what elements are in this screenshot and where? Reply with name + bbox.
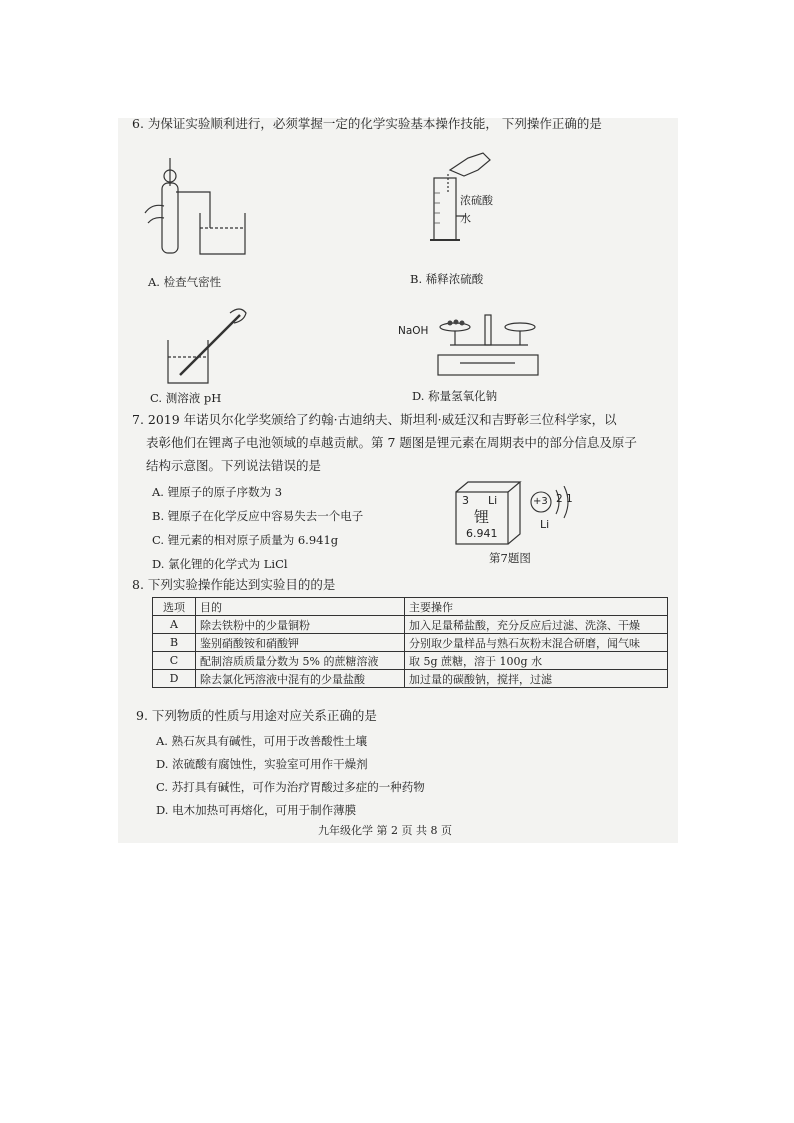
q6-option-c: C. 测溶液 pH: [150, 391, 222, 405]
row-purpose: 除去铁粉中的少量铜粉: [196, 616, 405, 634]
q7-stem-line-3: 结构示意图。下列说法错误的是: [146, 458, 322, 473]
header-option: 选项: [153, 598, 196, 616]
row-operation: 分别取少量样品与熟石灰粉末混合研磨，闻气味: [405, 634, 668, 652]
element-number: 3: [462, 494, 469, 507]
row-operation: 取 5g 蔗糖，溶于 100g 水: [405, 652, 668, 670]
q9-option-c: C. 苏打具有碱性，可作为治疗胃酸过多症的一种药物: [156, 780, 425, 794]
element-mass: 6.941: [466, 527, 498, 540]
airtight-check-figure: [140, 158, 250, 258]
water-label: 水: [460, 212, 471, 225]
q9-option-d: D. 电木加热可再熔化，可用于制作薄膜: [156, 803, 357, 817]
table-row: [153, 670, 668, 688]
row-option: B: [153, 634, 196, 652]
page-footer: 九年级化学 第 2 页 共 8 页: [318, 824, 452, 837]
q7-option-c: C. 锂元素的相对原子质量为 6.941g: [152, 533, 339, 547]
q9-option-b: D. 浓硫酸有腐蚀性，实验室可用作干燥剂: [156, 757, 368, 771]
header-operation: 主要操作: [405, 598, 668, 616]
row-operation: 加入足量稀盐酸，充分反应后过滤、洗涤、干燥: [405, 616, 668, 634]
q9-option-a: A. 熟石灰具有碱性，可用于改善酸性土壤: [156, 734, 368, 748]
q7-option-a: A. 锂原子的原子序数为 3: [152, 485, 283, 499]
row-option: C: [153, 652, 196, 670]
table-row: [153, 634, 668, 652]
row-operation: 加过量的碳酸钠，搅拌，过滤: [405, 670, 668, 688]
row-option: D: [153, 670, 196, 688]
naoh-label: NaOH: [398, 325, 429, 337]
q7-option-b: B. 锂原子在化学反应中容易失去一个电子: [152, 509, 364, 523]
q8-table: [152, 597, 668, 688]
row-option: A: [153, 616, 196, 634]
table-row: [153, 652, 668, 670]
q7-stem-line-1: 7. 2019 年诺贝尔化学奖颁给了约翰·古迪纳夫、斯坦利·威廷汉和吉野彰三位科学家，以: [132, 412, 617, 427]
table-header-row: [153, 598, 668, 616]
concentrated-acid-label: 浓硫酸: [460, 194, 493, 207]
table-row: [153, 616, 668, 634]
q6-stem: 6. 为保证实验顺利进行，必须掌握一定的化学实验基本操作技能， 下列操作正确的是: [132, 116, 602, 131]
row-purpose: 配制溶质质量分数为 5% 的蔗糖溶液: [196, 652, 405, 670]
q9-stem: 9. 下列物质的性质与用途对应关系正确的是: [136, 708, 377, 723]
balance-figure: [430, 305, 540, 383]
atom-symbol: Li: [540, 518, 550, 531]
q7-figure-caption: 第7题图: [489, 551, 531, 565]
element-name: 锂: [474, 508, 490, 526]
row-purpose: 鉴别硝酸铵和硝酸钾: [196, 634, 405, 652]
q6-option-d: D. 称量氢氧化钠: [412, 389, 498, 403]
header-purpose: 目的: [196, 598, 405, 616]
q7-stem-line-2: 表彰他们在锂离子电池领域的卓越贡献。第 7 题图是锂元素在周期表中的部分信息及原子: [146, 435, 637, 450]
atom-shells: 2 1: [556, 493, 573, 505]
q8-stem: 8. 下列实验操作能达到实验目的的是: [132, 577, 336, 592]
element-symbol: Li: [488, 494, 498, 507]
atom-nucleus: +3: [533, 496, 548, 507]
q7-option-d: D. 氯化锂的化学式为 LiCl: [152, 557, 288, 571]
q6-option-b: B. 稀释浓硫酸: [410, 272, 484, 286]
ph-test-figure: [160, 305, 250, 385]
q6-option-a: A. 检查气密性: [148, 275, 222, 289]
row-purpose: 除去氯化钙溶液中混有的少量盐酸: [196, 670, 405, 688]
